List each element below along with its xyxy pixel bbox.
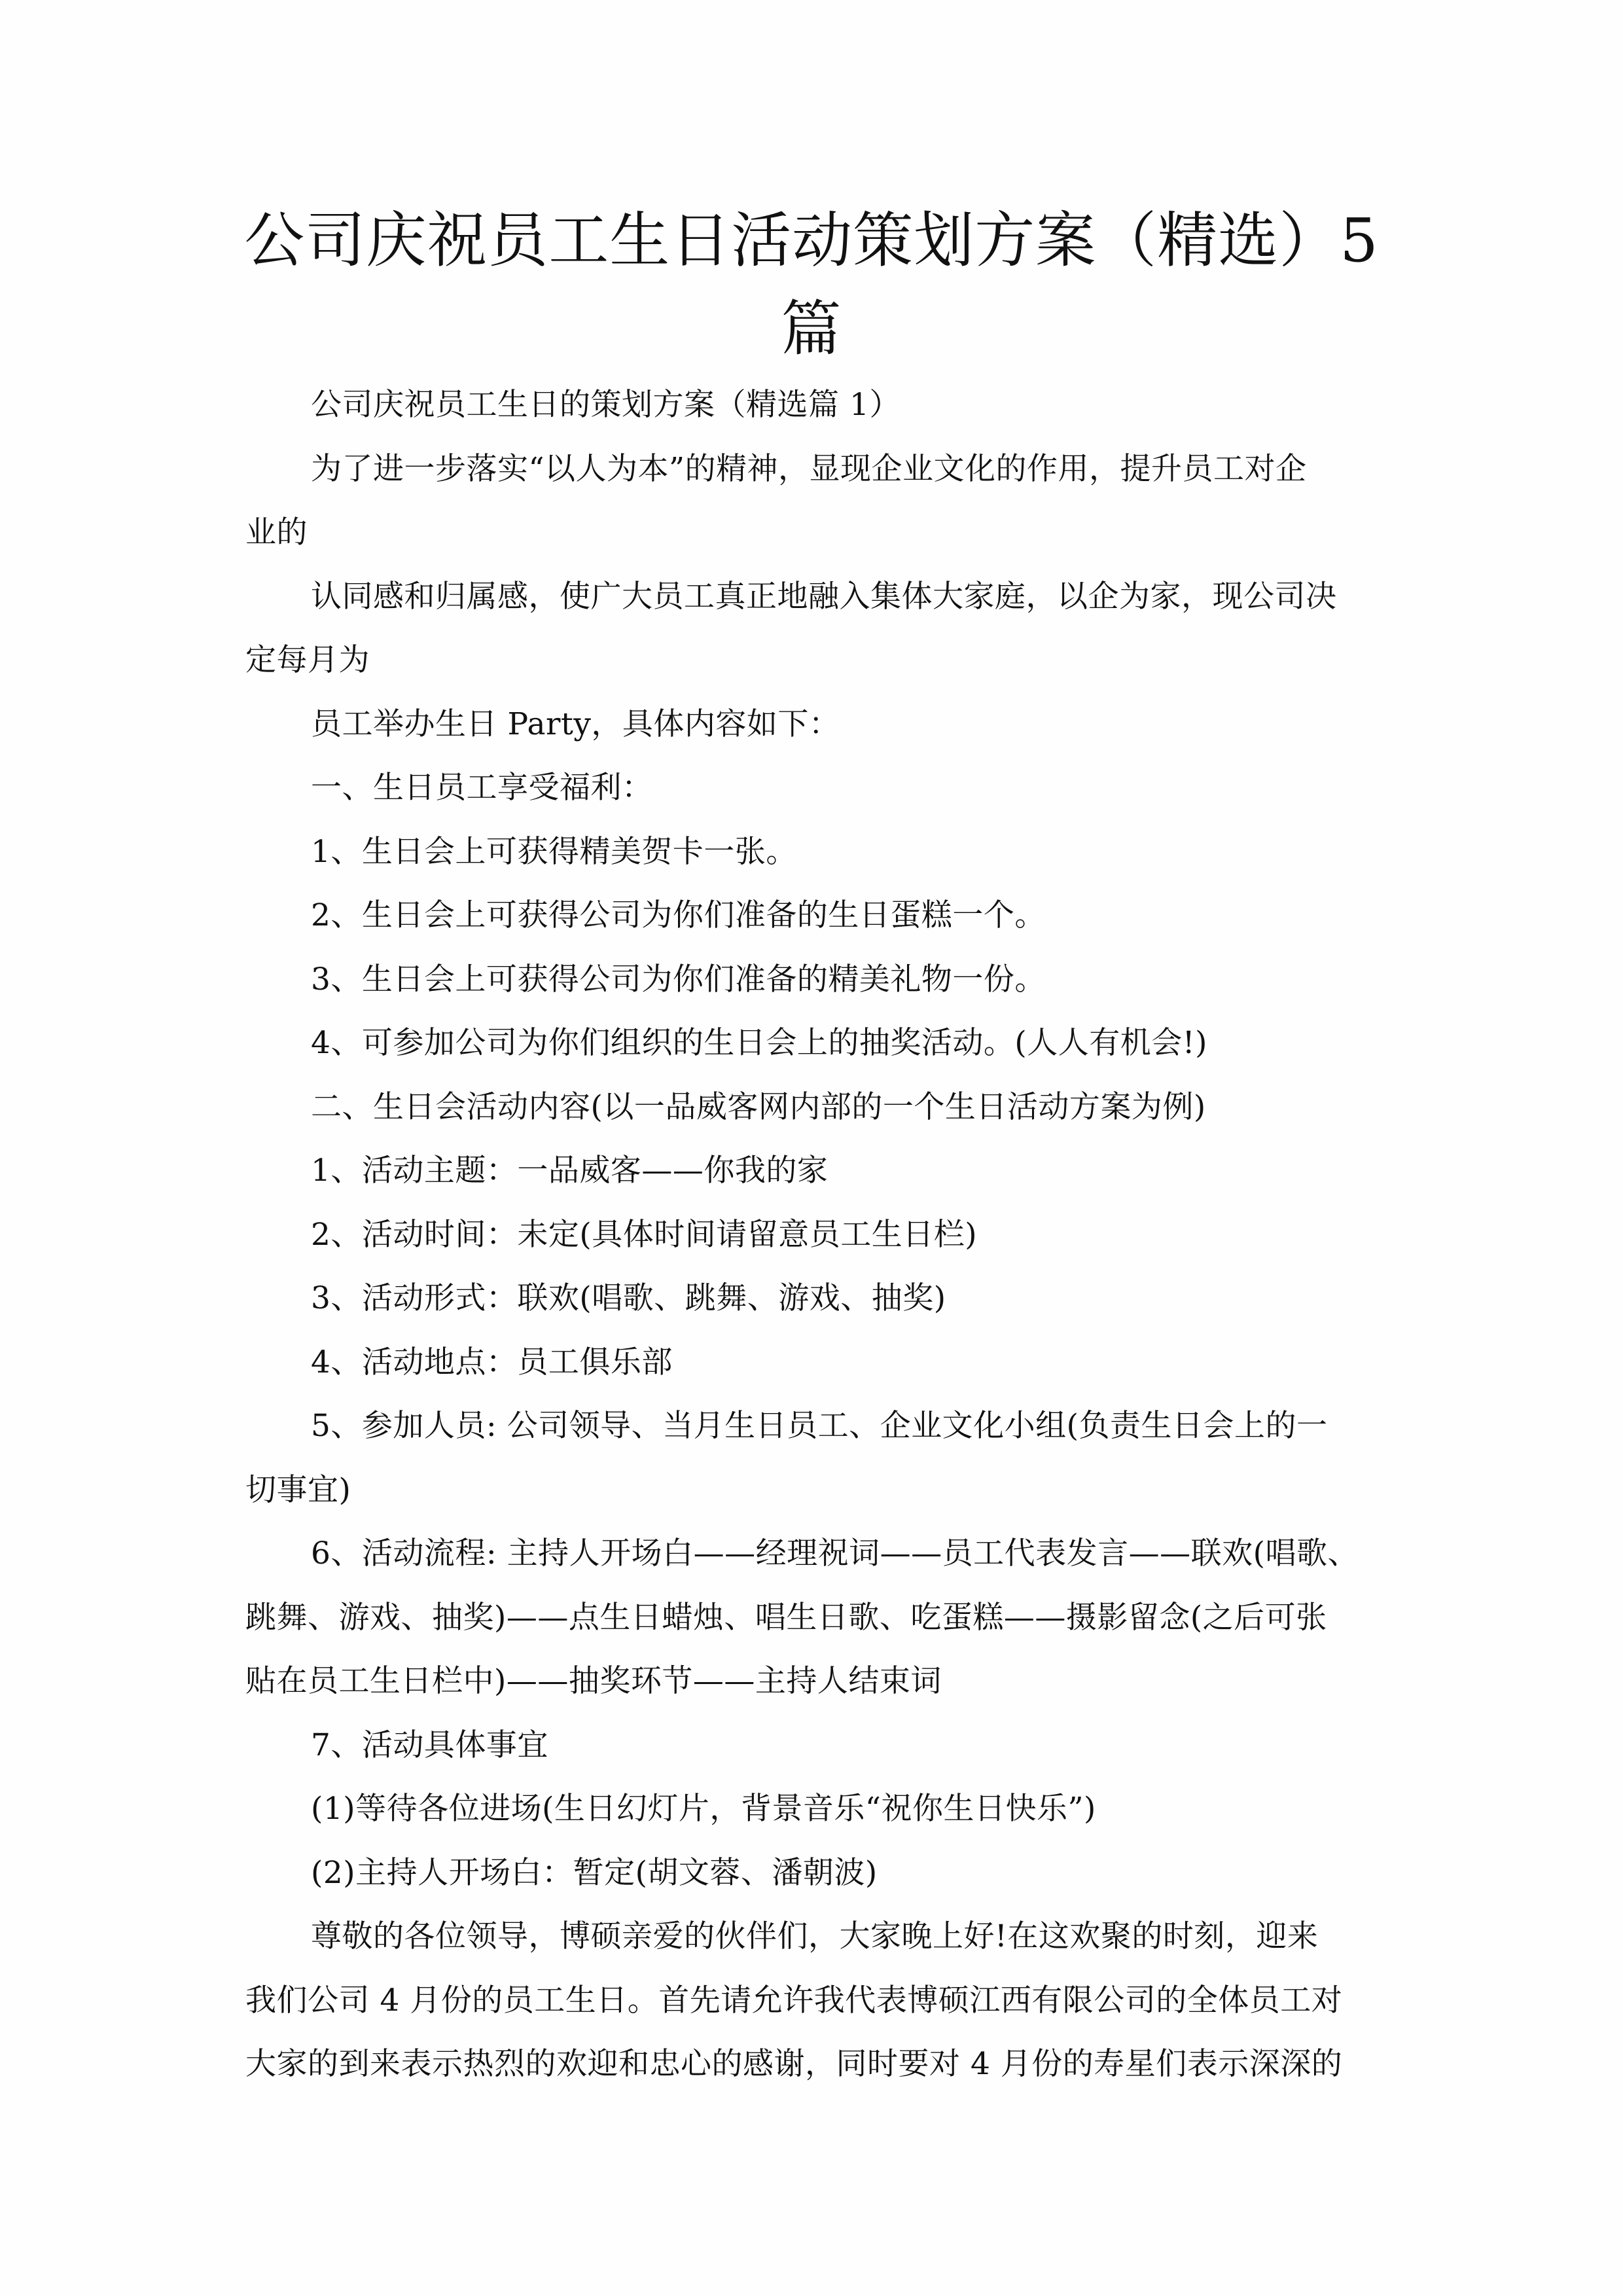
paragraph-line: 6、活动流程: 主持人开场白——经理祝词——员工代表发言——联欢(唱歌、 (311, 1535, 1359, 1571)
paragraph-continuation-line: 定每月为 (245, 642, 370, 678)
paragraph-continuation-line: 贴在员工生日栏中)——抽奖环节——主持人结束词 (245, 1663, 942, 1699)
paragraph-line: 二、生日会活动内容(以一品威客网内部的一个生日活动方案为例) (311, 1088, 1206, 1125)
paragraph-line: 5、参加人员: 公司领导、当月生日员工、企业文化小组(负责生日会上的一 (311, 1408, 1328, 1444)
paragraph-line: 员工举办生日 Party，具体内容如下： (311, 706, 840, 742)
document-title (236, 196, 1387, 373)
document-body (245, 373, 1381, 2096)
paragraph-line: 3、生日会上可获得公司为你们准备的精美礼物一份。 (311, 961, 1046, 997)
paragraph-line: 1、生日会上可获得精美贺卡一张。 (311, 833, 797, 870)
paragraph-line: 2、生日会上可获得公司为你们准备的生日蛋糕一个。 (311, 897, 1046, 933)
paragraph-line: 尊敬的各位领导，博硕亲爱的伙伴们，大家晚上好!在这欢聚的时刻，迎来 (311, 1918, 1319, 1954)
paragraph-line: 1、活动主题：一品威客——你我的家 (311, 1153, 829, 1189)
paragraph-line: (2)主持人开场白：暂定(胡文蓉、潘朝波) (311, 1854, 878, 1891)
paragraph-line: 为了进一步落实“以人为本”的精神，显现企业文化的作用，提升员工对企 (311, 450, 1307, 487)
paragraph-line: 4、活动地点：员工俱乐部 (311, 1344, 673, 1380)
paragraph-continuation-line: 业的 (245, 514, 308, 550)
paragraph-line: 一、生日员工享受福利： (311, 770, 653, 806)
title-line-1: 公司庆祝员工生日活动策划方案（精选）5 (244, 206, 1379, 276)
paragraph-continuation-line: 大家的到来表示热烈的欢迎和忠心的感谢，同时要对 4 月份的寿星们表示深深的 (245, 2046, 1343, 2082)
paragraph-line: 7、活动具体事宜 (311, 1727, 548, 1763)
paragraph-line: 公司庆祝员工生日的策划方案（精选篇 1） (311, 387, 901, 423)
paragraph-line: 认同感和归属感，使广大员工真正地融入集体大家庭，以企为家，现公司决 (311, 578, 1337, 615)
paragraph-line: 4、可参加公司为你们组织的生日会上的抽奖活动。(人人有机会!) (311, 1025, 1207, 1061)
paragraph-continuation-line: 我们公司 4 月份的员工生日。首先请允许我代表博硕江西有限公司的全体员工对 (245, 1982, 1343, 2018)
title-line-2: 篇 (781, 294, 842, 364)
paragraph-line: 3、活动形式：联欢(唱歌、跳舞、游戏、抽奖) (311, 1280, 946, 1316)
paragraph-continuation-line: 切事宜) (245, 1471, 351, 1508)
paragraph-line: 2、活动时间：未定(具体时间请留意员工生日栏) (311, 1216, 978, 1253)
paragraph-continuation-line: 跳舞、游戏、抽奖)——点生日蜡烛、唱生日歌、吃蛋糕——摄影留念(之后可张 (245, 1599, 1327, 1636)
paragraph-line: (1)等待各位进场(生日幻灯片，背景音乐“祝你生日快乐”) (311, 1791, 1096, 1827)
